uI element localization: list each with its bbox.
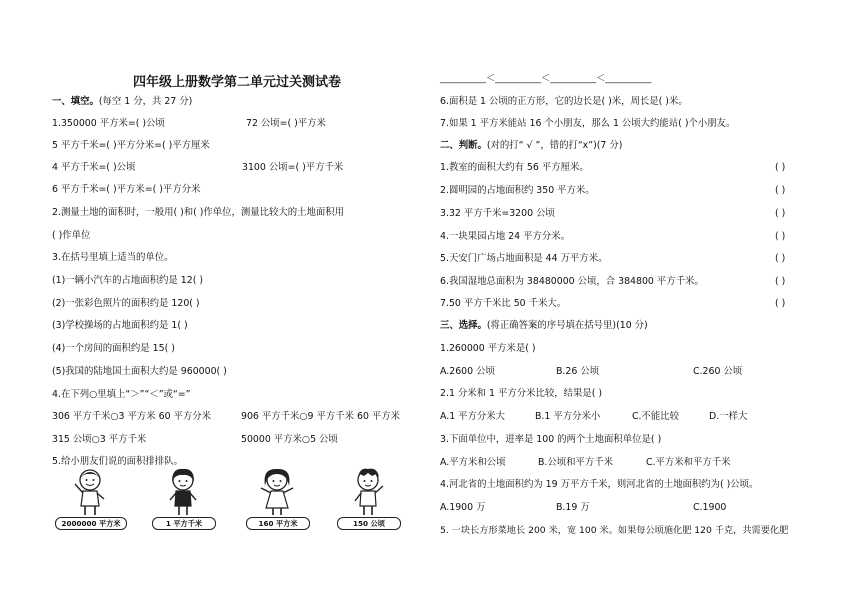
judge-answer-2: ( ) xyxy=(775,185,786,196)
kid-2 xyxy=(148,466,218,530)
kid-figure-icon xyxy=(333,466,403,518)
choice-4-option-b: B.19 万 xyxy=(556,502,590,513)
choice-3: 3.下面单位中，进率是 100 的两个土地面积单位是( ) xyxy=(440,434,662,445)
choice-3-option-a: A.平方米和公顷 xyxy=(440,457,506,468)
choice-1-option-c: C.260 公顷 xyxy=(693,366,743,377)
choice-3-option-c: C.平方米和平方千米 xyxy=(646,457,731,468)
q1-c: 5 平方千米=( )平方分米=( )平方厘米 xyxy=(52,140,210,151)
kid-3 xyxy=(242,466,312,530)
q3-item-1: (1)一辆小汽车的占地面积约是 12( ) xyxy=(52,275,203,286)
section1-heading xyxy=(52,96,192,108)
kid-4 xyxy=(333,466,403,530)
choice-4: 4.河北省的土地面积约为 19 万平方千米，则河北省的土地面积约为( )公顷。 xyxy=(440,479,759,490)
judge-item-4: 4.一块果园占地 24 平方分米。 xyxy=(440,231,570,242)
q5-heading: 5.给小朋友们说的面积排排队。 xyxy=(52,456,183,467)
kid-figure-icon xyxy=(148,466,218,518)
q4-c: 315 公顷○3 平方千米 xyxy=(52,434,147,445)
q3-item-3: (3)学校操场的占地面积约是 1( ) xyxy=(52,320,188,331)
section2-heading xyxy=(440,140,622,152)
q3-item-4: (4)一个房间的面积约是 15( ) xyxy=(52,343,175,354)
judge-answer-6: ( ) xyxy=(775,276,786,287)
q6: 6.面积是 1 公顷的正方形，它的边长是( )米，周长是( )米。 xyxy=(440,96,688,107)
choice-1-option-b: B.26 公顷 xyxy=(556,366,600,377)
kid-label: 160 平方米 xyxy=(246,517,310,530)
q2-line-2: ( )作单位 xyxy=(52,230,91,241)
section1-note: (每空 1 分，共 27 分) xyxy=(98,96,193,107)
section1-header: 一、填空。 xyxy=(52,96,99,107)
kid-figure-icon xyxy=(242,466,312,518)
q4-d: 50000 平方米○5 公顷 xyxy=(241,434,338,445)
judge-answer-5: ( ) xyxy=(775,253,786,264)
q1-a: 1.350000 平方米=( )公顷 xyxy=(52,118,165,129)
section3-header: 三、选择。 xyxy=(440,320,487,331)
judge-answer-7: ( ) xyxy=(775,298,786,309)
q7: 7.如果 1 平方米能站 16 个小朋友，那么 1 公顷大约能站( )个小朋友。 xyxy=(440,118,736,129)
judge-item-3: 3.32 平方千米=3200 公顷 xyxy=(440,208,555,219)
judge-item-1: 1.教室的面积大约有 56 平方厘米。 xyxy=(440,162,589,173)
q2-line-1: 2.测量土地的面积时，一般用( )和( )作单位，测量比较大的土地面积用 xyxy=(52,207,345,218)
order-answer-line: __________＜__________＜__________＜__________ xyxy=(440,73,652,84)
choice-2-option-d: D.一样大 xyxy=(709,411,748,422)
q1-e: 3100 公顷=( )平方千米 xyxy=(242,162,344,173)
section2-header: 二、判断。 xyxy=(440,140,487,151)
section3-note: (将正确答案的序号填在括号里)(10 分) xyxy=(486,320,648,331)
q4-b: 906 平方千米○9 平方千米 60 平方米 xyxy=(241,411,401,422)
choice-1-option-a: A.2600 公顷 xyxy=(440,366,495,377)
q4-a: 306 平方千米○3 平方米 60 平方分米 xyxy=(52,411,212,422)
kid-1 xyxy=(55,466,125,530)
q1-b: 72 公顷=( )平方米 xyxy=(246,118,326,129)
judge-item-7: 7.50 平方千米比 50 千米大。 xyxy=(440,298,567,309)
choice-5: 5. 一块长方形菜地长 200 米，宽 100 米。如果每公顷施化肥 120 千克，共需要化肥 xyxy=(440,525,789,536)
choice-2: 2.1 分米和 1 平方分米比较，结果是( ) xyxy=(440,388,602,399)
section2-note: (对的打“ √ ”，错的打“x”)(7 分) xyxy=(486,140,623,151)
judge-answer-1: ( ) xyxy=(775,162,786,173)
choice-2-option-c: C.不能比较 xyxy=(632,411,680,422)
q4-heading: 4.在下列○里填上“＞”“＜”或“=” xyxy=(52,389,191,400)
kid-figure-icon xyxy=(55,466,125,518)
choice-4-option-c: C.1900 xyxy=(693,502,727,513)
choice-2-option-a: A.1 平方分米大 xyxy=(440,411,506,422)
choice-4-option-a: A.1900 万 xyxy=(440,502,486,513)
exam-title: 四年级上册数学第二单元过关测试卷 xyxy=(133,75,342,90)
q3-heading: 3.在括号里填上适当的单位。 xyxy=(52,252,174,263)
section3-heading xyxy=(440,320,648,332)
q1-d: 4 平方千米=( )公顷 xyxy=(52,162,136,173)
kids-illustration xyxy=(55,466,400,530)
q3-item-5: (5)我国的陆地国土面积大约是 960000( ) xyxy=(52,366,227,377)
q3-item-2: (2)一张彩色照片的面积约是 120( ) xyxy=(52,298,200,309)
kid-label: 2000000 平方米 xyxy=(55,517,127,530)
judge-item-2: 2.圆明园的占地面积约 350 平方米。 xyxy=(440,185,595,196)
judge-answer-4: ( ) xyxy=(775,231,786,242)
q1-f: 6 平方千米=( )平方米=( )平方分米 xyxy=(52,184,201,195)
kid-label: 150 公顷 xyxy=(337,517,401,530)
choice-3-option-b: B.公顷和平方千米 xyxy=(538,457,614,468)
kid-label: 1 平方千米 xyxy=(152,517,216,530)
judge-item-5: 5.天安门广场占地面积是 44 万平方米。 xyxy=(440,253,608,264)
judge-answer-3: ( ) xyxy=(775,208,786,219)
choice-1: 1.260000 平方米是( ) xyxy=(440,343,536,354)
choice-2-option-b: B.1 平方分米小 xyxy=(535,411,601,422)
judge-item-6: 6.我国湿地总面积为 38480000 公顷，合 384800 平方千米。 xyxy=(440,276,704,287)
